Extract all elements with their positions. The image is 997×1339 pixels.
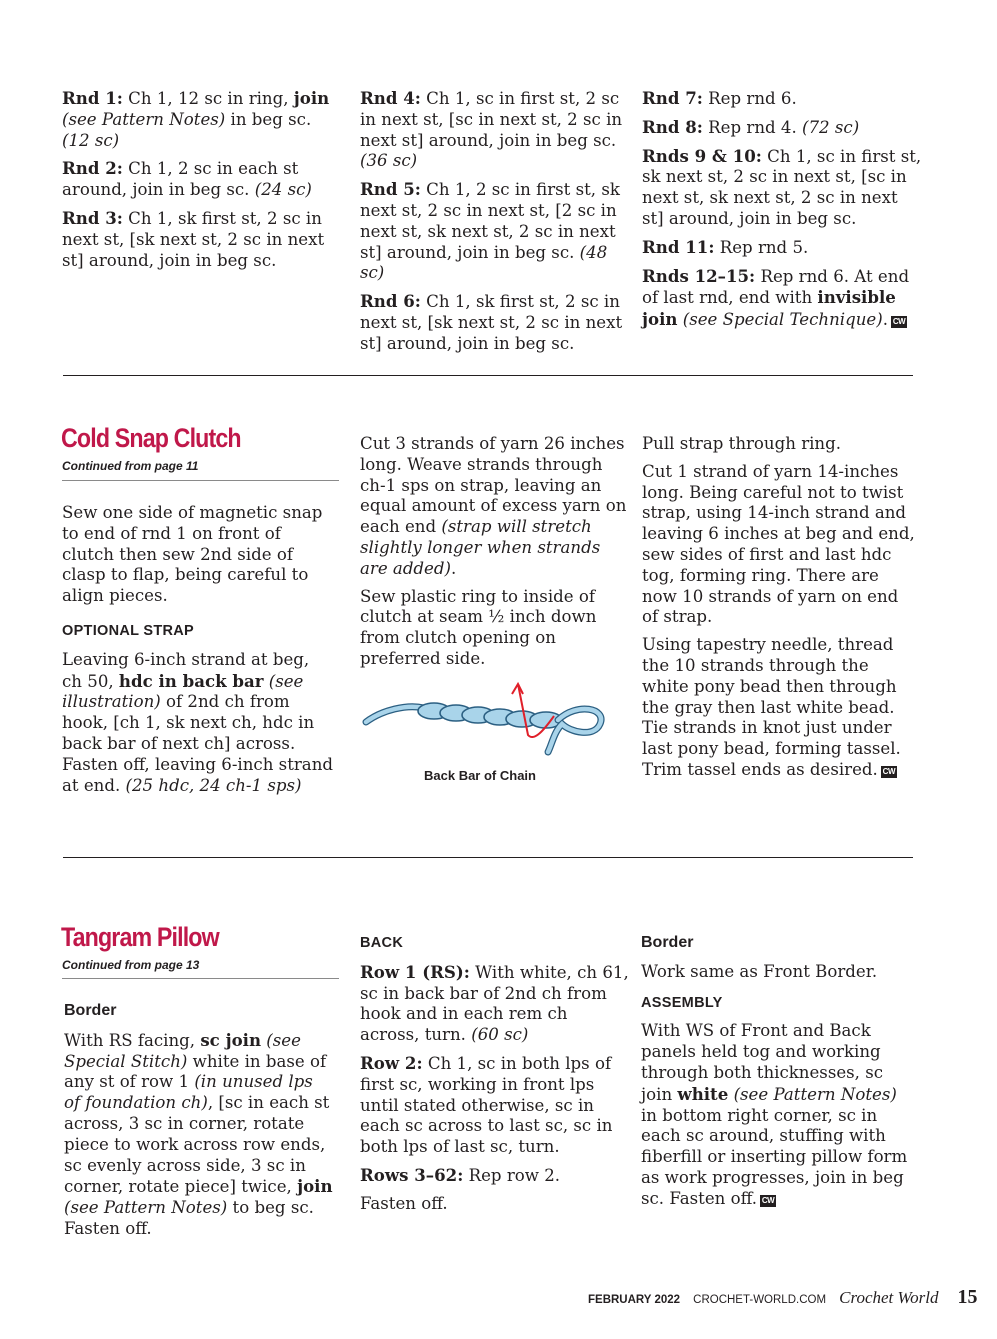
clutch-column-3	[642, 434, 917, 788]
rnd-3: Rnd 3: Ch 1, sk first st, 2 sc in next st, [sk next st, 2 sc in next st] around, join in beg sc.	[62, 207, 325, 270]
page-number: 15	[957, 1286, 978, 1308]
clutch-continued: Continued from page 11	[62, 459, 199, 473]
optional-strap-heading: OPTIONAL STRAP	[62, 622, 195, 639]
back-bar-chain-illustration	[362, 680, 612, 760]
assembly-heading: ASSEMBLY	[641, 994, 723, 1011]
rnd-1: Rnd 1: Ch 1, 12 sc in ring, join (see Pattern Notes) in beg sc. (12 sc)	[62, 88, 330, 150]
page-footer	[588, 1286, 978, 1309]
border-heading: Border	[641, 934, 694, 951]
cw-end-icon: CW	[761, 1195, 775, 1205]
pillow-title-rule	[62, 978, 339, 979]
magazine-name: Crochet World	[839, 1288, 939, 1307]
website: CROCHET-WORLD.COM	[693, 1294, 827, 1306]
pillow-title: Tangram Pillow	[61, 922, 219, 952]
cut-strand-text: Cut 1 strand of yarn 14-inches long. Being careful not to twist strap, using 14-inch strand and leaving 6 inches at beg and end, sew sides of first and last hdc tog, forming ring. There are now 10 strands of yarn on end of strap.	[642, 461, 915, 627]
section-divider-2	[63, 857, 913, 858]
fasten-off: Fasten off.	[360, 1193, 448, 1213]
rnds-column-3	[642, 88, 922, 338]
optional-strap-text: Leaving 6-inch strand at beg, ch 50, hdc in back bar (see illustration) of 2nd ch from hook, [ch 1, sk next ch, hdc in back bar of next ch] across. Fasten off, leaving 6-inch strand at end. (25 hdc, 24 ch-1 sps)	[62, 649, 334, 795]
clutch-snap-text: Sew one side of magnetic snap to end of rnd 1 on front of clutch then sew 2nd side of clasp to flap, being careful to align pieces.	[62, 503, 323, 606]
rnd-5: Rnd 5: Ch 1, 2 sc in first st, sk next st, 2 sc in next st, [2 sc in next st, sk next st, 2 sc in next st] around, join in beg sc. (48 sc)	[360, 179, 620, 283]
tassel-text: Using tapestry needle, thread the 10 strands through the white pony bead then through the gray then last white bead. Tie strands in knot just under last pony bead, forming tassel. Trim tassel ends as desired. CW	[642, 635, 901, 779]
assembly-text: With WS of Front and Back panels held tog and working through both thicknesses, sc join white (see Pattern Notes) in bottom right corner, sc in each sc around, stuffing with fiberfill or inserting pillow form as work progresses, join in beg sc. Fasten off. CW	[641, 1021, 908, 1208]
clutch-column-2	[360, 434, 628, 677]
pillow-continued: Continued from page 13	[62, 958, 200, 972]
clutch-title-rule	[62, 480, 339, 481]
rnd-4: Rnd 4: Ch 1, sc in first st, 2 sc in next st, [sc in next st, 2 sc in next st] around, join in beg sc. (36 sc)	[360, 88, 623, 171]
illustration-caption: Back Bar of Chain	[424, 768, 536, 783]
border-text: Work same as Front Border.	[641, 961, 878, 981]
rnd-8: Rnd 8: Rep rnd 4. (72 sc)	[642, 116, 860, 137]
rnds-12-15: Rnds 12–15: Rep rnd 6. At end of last rnd, end with invisible join (see Special Technique). CW	[642, 265, 910, 330]
clutch-column-1	[62, 503, 334, 803]
pillow-column-2	[360, 933, 632, 1222]
strap-weave-text: Cut 3 strands of yarn 26 inches long. Weave strands through ch-1 sps on strap, leaving an equal amount of excess yarn on each end (strap will stretch slightly longer when strands are added).	[360, 434, 627, 578]
rnds-9-10: Rnds 9 & 10: Ch 1, sc in first st, sk next st, 2 sc in next st, [sc in next st, sk next st, 2 sc in next st] around, join in beg sc.	[642, 145, 922, 228]
pillow-border-heading: Border	[64, 1002, 117, 1019]
rnd-6: Rnd 6: Ch 1, sk first st, 2 sc in next st, [sk next st, 2 sc in next st] around, join in beg sc.	[360, 291, 623, 353]
row-1: Row 1 (RS): With white, ch 61, sc in back bar of 2nd ch from hook and in each rem ch across, turn. (60 sc)	[360, 961, 629, 1045]
pull-strap-text: Pull strap through ring.	[642, 434, 842, 453]
plastic-ring-text: Sew plastic ring to inside of clutch at seam ½ inch down from clutch opening on preferred side.	[360, 586, 597, 668]
section-divider-1	[63, 375, 913, 376]
cw-end-icon: CW	[882, 766, 895, 776]
rows-3-62: Rows 3–62: Rep row 2.	[360, 1164, 561, 1185]
cw-end-icon: CW	[892, 317, 906, 327]
rnd-7: Rnd 7: Rep rnd 6.	[642, 88, 797, 108]
rnds-column-1	[62, 88, 332, 278]
issue-date: FEBRUARY 2022	[588, 1294, 681, 1306]
row-2: Row 2: Ch 1, sc in both lps of first sc, working in front lps until stated otherwise, sc in each sc across to last sc, sc in both lps of last sc, turn.	[360, 1052, 613, 1157]
clutch-title: Cold Snap Clutch	[61, 423, 241, 453]
pillow-column-3	[641, 933, 916, 1217]
rnd-2: Rnd 2: Ch 1, 2 sc in each st around, join in beg sc. (24 sc)	[62, 158, 312, 200]
pillow-column-1	[64, 1001, 334, 1247]
back-heading: BACK	[360, 935, 404, 951]
pillow-border-text: With RS facing, sc join (see Special Stitch) white in base of any st of row 1 (in unused lps of foundation ch), [sc in each st across, 3 sc in corner, rotate piece to work across row ends, sc evenly across side, 3 sc in corner, rotate piece] twice, join (see Pattern Notes) to beg sc. Fasten off.	[64, 1029, 333, 1238]
rnd-11: Rnd 11: Rep rnd 5.	[642, 236, 809, 257]
rnds-column-2	[360, 88, 628, 362]
